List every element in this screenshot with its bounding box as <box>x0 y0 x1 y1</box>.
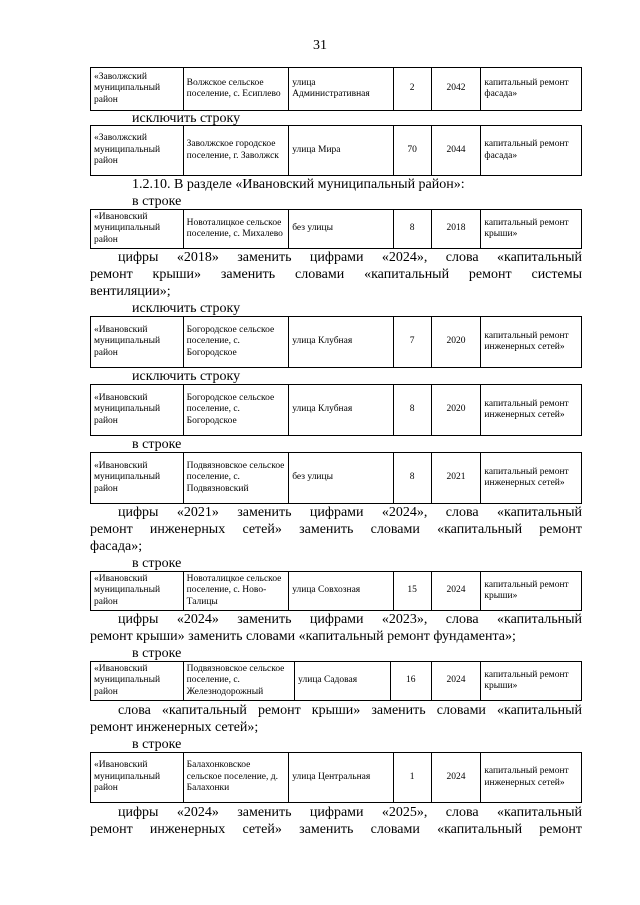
instruction-line: ремонт инженерных сетей» заменить словами «капитальный ремонт <box>90 822 582 837</box>
instruction-line: цифры «2024» заменить цифрами «2023», слова «капитальный <box>118 612 582 627</box>
amendment-table-3 <box>90 209 582 249</box>
cell-year: 2042 <box>431 68 481 110</box>
cell-work-type: капитальный ремонт фасада» <box>480 68 581 110</box>
cell-work-type: капитальный ремонт фасада» <box>480 126 581 175</box>
instruction-line: ремонт инженерных сетей» заменить словами «капитальный ремонт <box>90 522 582 537</box>
instruction-line: цифры «2024» заменить цифрами «2025», слова «капитальный <box>118 805 582 820</box>
amendment-table-8 <box>90 661 582 701</box>
table-row <box>91 210 581 248</box>
cell-street: без улицы <box>288 210 393 248</box>
table-row <box>91 126 581 175</box>
instruction-line: ремонт крыши» заменить словами «капитальный ремонт фундамента»; <box>90 629 516 644</box>
instruction-line: слова «капитальный ремонт крыши» заменить словами «капитальный <box>118 703 582 718</box>
cell-work-type: капитальный ремонт инженерных сетей» <box>480 453 581 503</box>
cell-work-type: капитальный ремонт инженерных сетей» <box>480 385 581 435</box>
cell-year: 2021 <box>431 453 481 503</box>
cell-year: 2020 <box>431 317 481 367</box>
cell-district: «Ивановский муниципальный район <box>94 211 161 245</box>
cell-settlement: Богородское сельское поселение, с. Богородское <box>183 385 289 435</box>
in-row-label-1: в строке <box>132 194 182 209</box>
instruction-paragraph-3 <box>90 611 582 645</box>
cell-year: 2044 <box>431 126 481 175</box>
cell-street: улица Центральная <box>288 753 393 802</box>
cell-house-number: 8 <box>393 210 431 248</box>
amendment-table-6 <box>90 452 582 504</box>
instruction-paragraph-2 <box>90 504 582 555</box>
cell-house-number: 70 <box>393 126 431 175</box>
cell-settlement: Новоталицкое сельское поселение, с. Михалево <box>183 210 289 248</box>
cell-street: без улицы <box>288 453 393 503</box>
exclude-row-label-1: исключить строку <box>132 111 241 126</box>
amendment-table-7 <box>90 571 582 611</box>
cell-house-number: 8 <box>393 453 431 503</box>
cell-street: улица Мира <box>288 126 393 175</box>
instruction-paragraph-5 <box>90 804 582 838</box>
instruction-line: ремонт инженерных сетей»; <box>90 720 259 735</box>
cell-street: улица Клубная <box>288 385 393 435</box>
instruction-paragraph-4 <box>90 702 582 736</box>
table-row <box>91 317 581 367</box>
cell-settlement: Заволжское городское поселение, г. Заволжск <box>183 126 289 175</box>
cell-year: 2024 <box>431 572 481 610</box>
cell-house-number: 7 <box>393 317 431 367</box>
page-number: 31 <box>313 38 327 53</box>
cell-district: «Ивановский муниципальный район <box>94 392 161 426</box>
exclude-row-label-3: исключить строку <box>132 369 241 384</box>
instruction-line: фасада»; <box>90 539 143 554</box>
cell-district: «Ивановский муниципальный район <box>94 663 161 697</box>
cell-year: 2024 <box>431 753 481 802</box>
cell-district: «Ивановский муниципальный район <box>94 573 161 607</box>
instruction-line: вентиляции»; <box>90 284 171 299</box>
cell-work-type: капитальный ремонт крыши» <box>480 210 581 248</box>
cell-house-number: 1 <box>393 753 431 802</box>
amendment-table-2 <box>90 125 582 176</box>
table-row <box>91 572 581 610</box>
cell-work-type: капитальный ремонт инженерных сетей» <box>480 317 581 367</box>
cell-work-type: капитальный ремонт крыши» <box>480 572 581 610</box>
in-row-label-5: в строке <box>132 737 182 752</box>
cell-work-type: капитальный ремонт крыши» <box>480 662 581 700</box>
amendment-table-5 <box>90 384 582 436</box>
cell-house-number: 15 <box>393 572 431 610</box>
section-heading: 1.2.10. В разделе «Ивановский муниципальный район»: <box>132 177 465 192</box>
in-row-label-4: в строке <box>132 646 182 661</box>
cell-settlement: Богородское сельское поселение, с. Богородское <box>183 317 289 367</box>
amendment-table-4 <box>90 316 582 368</box>
cell-house-number: 16 <box>390 662 431 700</box>
amendment-table-9 <box>90 752 582 803</box>
cell-settlement: Волжское сельское поселение, с. Есиплево <box>183 68 289 110</box>
exclude-row-label-2: исключить строку <box>132 301 241 316</box>
cell-year: 2020 <box>431 385 481 435</box>
cell-settlement: Новоталицкое сельское поселение, с. Ново-Талицы <box>183 572 289 610</box>
cell-district: «Ивановский муниципальный район <box>94 760 161 794</box>
cell-district: «Ивановский муниципальный район <box>94 324 161 358</box>
cell-work-type: капитальный ремонт инженерных сетей» <box>480 753 581 802</box>
in-row-label-2: в строке <box>132 437 182 452</box>
cell-year: 2018 <box>431 210 481 248</box>
in-row-label-3: в строке <box>132 556 182 571</box>
instruction-paragraph-1 <box>90 249 582 300</box>
cell-street: улица Административная <box>288 68 393 110</box>
cell-street: улица Садовая <box>294 662 390 700</box>
cell-year: 2024 <box>431 662 481 700</box>
cell-settlement: Подвязновское сельское поселение, с. Подвязновский <box>183 453 289 503</box>
table-row <box>91 68 581 110</box>
instruction-line: ремонт крыши» заменить словами «капитальный ремонт системы <box>90 267 582 282</box>
amendment-table-1 <box>90 67 582 111</box>
cell-street: улица Совхозная <box>288 572 393 610</box>
cell-house-number: 2 <box>393 68 431 110</box>
table-row <box>91 753 581 802</box>
cell-settlement: Балахонковское сельское поселение, д. Балахонки <box>183 753 289 802</box>
table-row <box>91 662 581 700</box>
instruction-line: цифры «2021» заменить цифрами «2024», слова «капитальный <box>118 505 582 520</box>
cell-house-number: 8 <box>393 385 431 435</box>
cell-district: «Заволжский муниципальный район <box>94 71 161 105</box>
cell-district: «Заволжский муниципальный район <box>94 133 161 167</box>
cell-street: улица Клубная <box>288 317 393 367</box>
table-row <box>91 385 581 435</box>
table-row <box>91 453 581 503</box>
cell-district: «Ивановский муниципальный район <box>94 460 161 494</box>
cell-settlement: Подвязновское сельское поселение, с. Железнодорожный <box>183 662 295 700</box>
instruction-line: цифры «2018» заменить цифрами «2024», слова «капитальный <box>118 250 582 265</box>
